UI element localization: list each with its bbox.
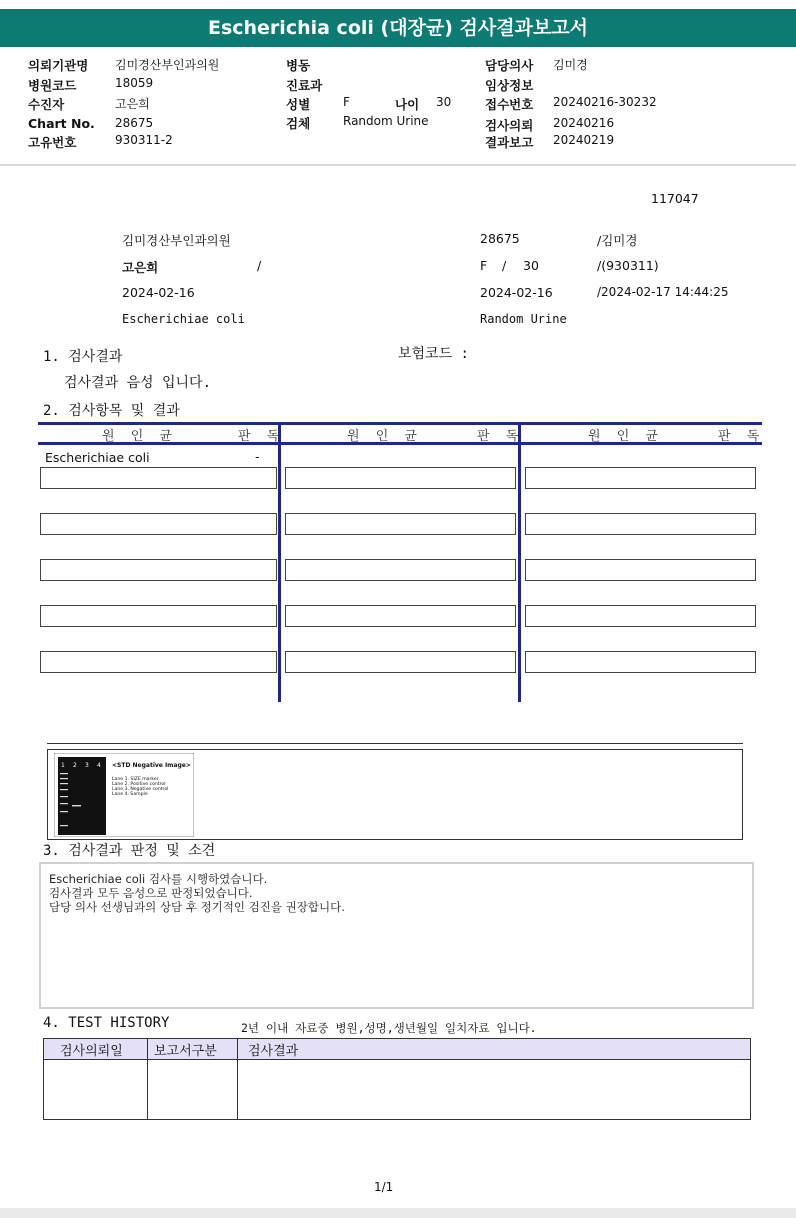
std-legend-item: Lane 2. Positive control bbox=[112, 782, 166, 787]
opinion-line: 검사결과 모두 음성으로 판정되었습니다. bbox=[49, 886, 253, 900]
section-3-heading: 3. 검사결과 판정 및 소견 bbox=[43, 843, 216, 859]
std-legend-item: Lane 4. Sample bbox=[112, 792, 148, 797]
history-col-result: 검사결과 bbox=[238, 1039, 751, 1060]
summary-receive-date: 2024-02-16 bbox=[480, 285, 553, 300]
summary-sex: F bbox=[480, 258, 488, 273]
report-date-value: 20240219 bbox=[553, 133, 615, 147]
report-title: Escherichia coli (대장균) 검사결과보고서 bbox=[0, 9, 796, 47]
opinion-box bbox=[39, 862, 754, 1009]
col-organism-header: 원 인 균 bbox=[102, 429, 178, 444]
opinion-line: 담당 의사 선생님과의 상담 후 정기적인 검진을 권장합니다. bbox=[49, 900, 345, 914]
std-image-frame bbox=[47, 749, 743, 840]
summary-hospital: 김미경산부인과의원 bbox=[122, 233, 231, 248]
section-1-heading: 1. 검사결과 bbox=[43, 349, 123, 365]
chart-no-label: Chart No. bbox=[28, 116, 95, 131]
summary-age: 30 bbox=[523, 258, 539, 273]
summary-birth: /(930311) bbox=[597, 258, 659, 273]
col-judge-header: 판 독 bbox=[477, 429, 525, 444]
unique-no-value: 930311-2 bbox=[115, 133, 173, 147]
result-cell-box bbox=[40, 605, 277, 627]
std-image-title: <STD Negative Image> bbox=[112, 762, 191, 769]
clinical-info-label: 임상정보 bbox=[485, 78, 534, 93]
col-judge-header: 판 독 bbox=[238, 429, 286, 444]
summary-test: Escherichiae coli bbox=[122, 312, 245, 326]
history-col-request-date: 검사의뢰일 bbox=[44, 1039, 148, 1060]
department-label: 진료과 bbox=[286, 78, 323, 93]
summary-slash: / bbox=[257, 258, 262, 273]
result-cell-box bbox=[525, 651, 756, 673]
summary-report-datetime: /2024-02-17 14:44:25 bbox=[597, 285, 729, 299]
history-col-report-type: 보고서구분 bbox=[148, 1039, 238, 1060]
col-organism-header: 원 인 균 bbox=[588, 429, 664, 444]
section-2-heading: 2. 검사항목 및 결과 bbox=[43, 403, 180, 419]
ward-label: 병동 bbox=[286, 58, 311, 73]
result-cell-box bbox=[285, 605, 516, 627]
summary-chart: 28675 bbox=[480, 231, 520, 246]
age-label: 나이 bbox=[395, 97, 420, 112]
result-cell-box bbox=[525, 605, 756, 627]
receipt-no-value: 20240216-30232 bbox=[553, 95, 657, 109]
opinion-text bbox=[49, 872, 345, 914]
history-header-row bbox=[44, 1039, 751, 1060]
result-cell-box bbox=[525, 559, 756, 581]
unique-no-label: 고유번호 bbox=[28, 135, 77, 150]
request-date-label: 검사의뢰 bbox=[485, 118, 534, 133]
page-footer-bar bbox=[0, 1208, 796, 1218]
patient-label: 수진자 bbox=[28, 97, 65, 112]
lane-number: 2 bbox=[73, 762, 77, 769]
hospital-name-label: 의뢰기관명 bbox=[28, 58, 89, 73]
hospital-name-value: 김미경산부인과의원 bbox=[115, 58, 220, 72]
opinion-line: Escherichiae coli 검사를 시행하였습니다. bbox=[49, 872, 268, 886]
lane-number: 4 bbox=[97, 762, 101, 769]
doctor-value: 김미경 bbox=[553, 58, 588, 72]
lane-number: 3 bbox=[85, 762, 89, 769]
sex-label: 성별 bbox=[286, 97, 311, 112]
result-cell-box bbox=[40, 559, 277, 581]
grid-column-divider bbox=[518, 422, 521, 702]
report-date-label: 결과보고 bbox=[485, 135, 534, 150]
result-cell-box bbox=[285, 467, 516, 489]
hospital-code-value: 18059 bbox=[115, 76, 154, 90]
result-cell-box bbox=[285, 559, 516, 581]
history-table bbox=[43, 1038, 751, 1120]
section-4-heading: 4. TEST HISTORY bbox=[43, 1015, 170, 1031]
summary-request-date: 2024-02-16 bbox=[122, 285, 195, 300]
std-legend-item: Lane 3. Negative control bbox=[112, 787, 169, 792]
sex-value: F bbox=[343, 95, 350, 109]
summary-patient: 고은희 bbox=[122, 260, 159, 275]
col-judge-header: 판 독 bbox=[718, 429, 766, 444]
lane-number: 1 bbox=[61, 762, 65, 769]
std-legend-item: Lane 1. SIZE marker bbox=[112, 777, 159, 782]
history-note: 2년 이내 자료중 병원,성명,생년월일 일치자료 입니다. bbox=[241, 1021, 537, 1035]
chart-no-value: 28675 bbox=[115, 116, 154, 130]
request-date-value: 20240216 bbox=[553, 116, 615, 130]
insurance-code-label: 보험코드 : bbox=[398, 346, 469, 362]
receipt-no-label: 접수번호 bbox=[485, 97, 534, 112]
result-cell-box bbox=[285, 651, 516, 673]
result-cell-box bbox=[525, 467, 756, 489]
std-image-rule bbox=[47, 743, 743, 744]
specimen-value: Random Urine bbox=[343, 114, 429, 128]
summary-sex-sep: / bbox=[502, 258, 507, 273]
summary-specimen: Random Urine bbox=[480, 312, 567, 326]
result-cell-box bbox=[40, 651, 277, 673]
history-empty-row bbox=[44, 1060, 751, 1120]
doctor-label: 담당의사 bbox=[485, 58, 534, 73]
specimen-label: 검체 bbox=[286, 116, 311, 131]
report-id: 117047 bbox=[651, 191, 699, 206]
organism-judgement: - bbox=[255, 449, 260, 464]
page-number: 1/1 bbox=[374, 1180, 394, 1194]
grid-column-divider bbox=[278, 422, 281, 702]
result-cell-box bbox=[40, 513, 277, 535]
organism-name: Escherichiae coli bbox=[45, 450, 150, 465]
age-value: 30 bbox=[436, 95, 452, 109]
hospital-code-label: 병원코드 bbox=[28, 78, 77, 93]
std-negative-image bbox=[54, 753, 194, 837]
result-cell-box bbox=[525, 513, 756, 535]
result-summary: 검사결과 음성 입니다. bbox=[64, 375, 212, 391]
summary-doctor: /김미경 bbox=[597, 233, 638, 248]
col-organism-header: 원 인 균 bbox=[347, 429, 423, 444]
result-cell-box bbox=[285, 513, 516, 535]
header-divider bbox=[0, 164, 796, 166]
patient-value: 고은희 bbox=[115, 97, 150, 111]
result-cell-box bbox=[40, 467, 277, 489]
